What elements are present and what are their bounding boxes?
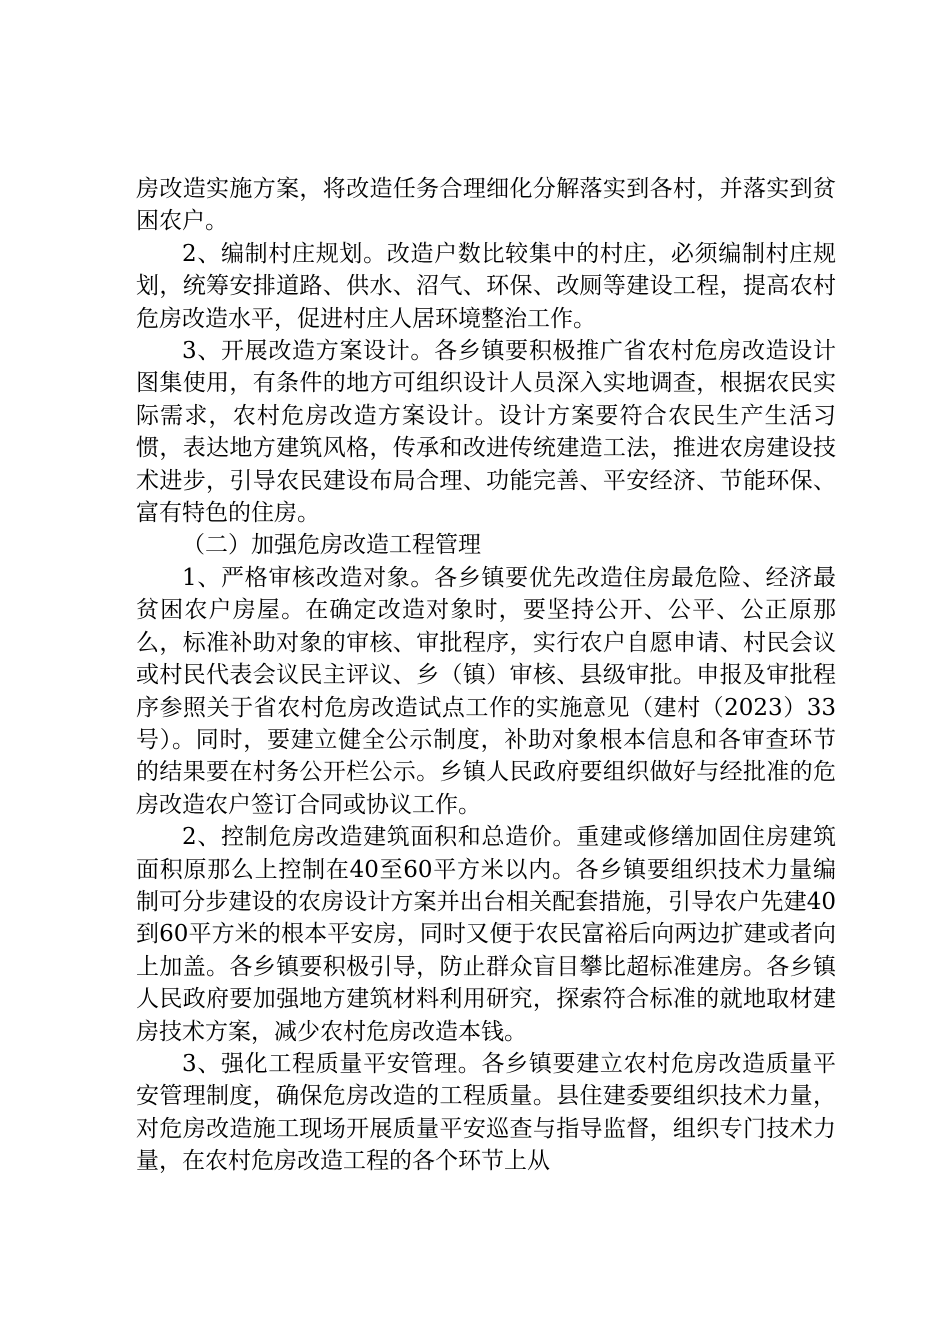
document-body (136, 173, 836, 1178)
paragraph-quality-safety: 3、强化工程质量平安管理。各乡镇要建立农村危房改造质量平安管理制度，确保危房改造的工程质量。县住建委要组织技术力量，对危房改造施工现场开展质量平安巡查与指导监督，组织专门技术力量，在农村危房改造工程的各个环节上从 (136, 1050, 836, 1175)
paragraph-review-targets: 1、严格审核改造对象。各乡镇要优先改造住房最危险、经济最贫困农户房屋。在确定改造对象时，要坚持公开、公平、公正原那么，标准补助对象的审核、审批程序，实行农户自愿申请、村民会议或村民代表会议民主评议、乡（镇）审核、县级审批。申报及审批程序参照关于省农村危房改造试点工作的实施意见（建村（2023）33号）。同时，要建立健全公示制度，补助对象根本信息和各审查环节的结果要在村务公开栏公示。乡镇人民政府要组织做好与经批准的危房改造农户签订合同或协议工作。 (136, 564, 836, 818)
paragraph-control-area-cost: 2、控制危房改造建筑面积和总造价。重建或修缮加固住房建筑面积原那么上控制在40至60平方米以内。各乡镇要组织技术力量编制可分步建设的农房设计方案并出台相关配套措施，引导农户先建40到60平方米的根本平安房，同时又便于农民富裕后向两边扩建或者向上加盖。各乡镇要积极引导，防止群众盲目攀比超标准建房。各乡镇人民政府要加强地方建筑材料利用研究，探索符合标准的就地取材建房技术方案，减少农村危房改造本钱。 (136, 824, 836, 1045)
paragraph-continuation: 房改造实施方案，将改造任务合理细化分解落实到各村，并落实到贫困农户。 (136, 176, 836, 235)
paragraph-village-planning: 2、编制村庄规划。改造户数比较集中的村庄，必须编制村庄规划，统筹安排道路、供水、沼气、环保、改厕等建设工程，提高农村危房改造水平，促进村庄人居环境整治工作。 (136, 240, 836, 332)
section-heading: （二）加强危房改造工程管理 (182, 532, 481, 559)
paragraph-design-plan: 3、开展改造方案设计。各乡镇要积极推广省农村危房改造设计图集使用，有条件的地方可组织设计人员深入实地调查，根据农民实际需求，农村危房改造方案设计。设计方案要符合农民生产生活习惯，表达地方建筑风格，传承和改进传统建造工法，推进农房建设技术进步，引导农民建设布局合理、功能完善、平安经济、节能环保、富有特色的住房。 (136, 338, 836, 527)
